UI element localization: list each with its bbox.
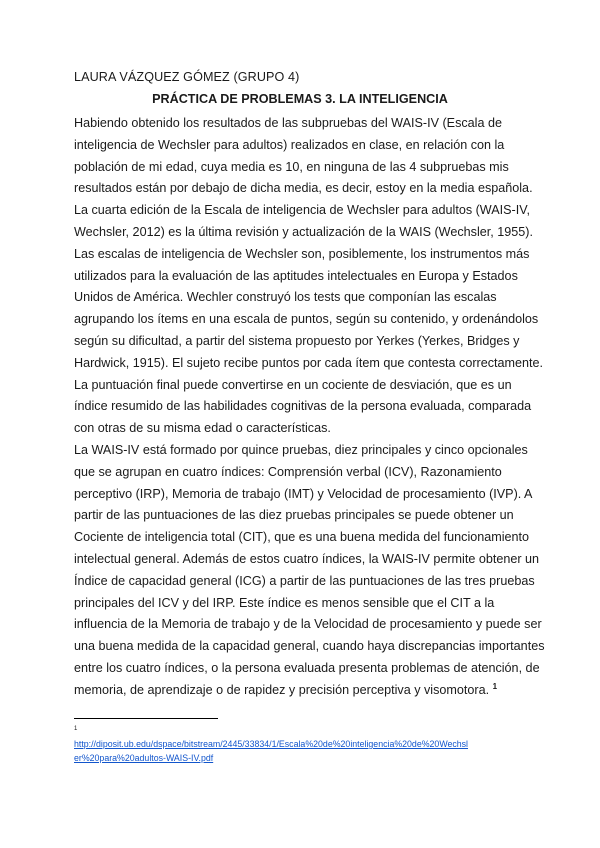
text-line: Habiendo obtenido los resultados de las subpruebas del WAIS-IV (Escala de <box>74 116 502 130</box>
text-line: La WAIS-IV está formado por quince pruebas, diez principales y cinco opcionales <box>74 442 528 457</box>
text-line: Cociente de inteligencia total (CIT), que es una buena medida del funcionamiento <box>74 530 530 545</box>
text-line: partir de las puntuaciones de las diez pruebas principales se puede obtener un <box>74 508 514 523</box>
text-line: Hardwick, 1915). El sujeto recibe puntos por cada ítem que contesta correctamente. <box>74 355 544 370</box>
text-line: perceptivo (IRP), Memoria de trabajo (IMT) y Velocidad de procesamiento (IVP). A <box>74 486 533 501</box>
body-text <box>74 113 545 702</box>
text-line: intelectual general. Además de estos cuatro índices, la WAIS-IV permite obtener un <box>74 551 540 566</box>
text-line: Unidos de América. Wechler construyó los tests que componían las escalas <box>74 290 497 305</box>
text-line: La cuarta edición de la Escala de inteligencia de Wechsler para adultos (WAIS-IV, <box>74 203 530 218</box>
author-line: LAURA VÁZQUEZ GÓMEZ (GRUPO 4) <box>74 70 300 84</box>
text-line: entre los cuatro índices, o la persona evaluada presenta problemas de atención, de <box>74 660 540 675</box>
document-title: PRÁCTICA DE PROBLEMAS 3. LA INTELIGENCIA <box>152 92 448 106</box>
text-line: principales del ICV y del IRP. Este índice es menos sensible que el CIT a la <box>74 595 495 610</box>
text-line: Las escalas de inteligencia de Wechsler son, posiblemente, los instrumentos más <box>74 246 530 261</box>
text-line: Wechsler, 2012) es la última revisión y actualización de la WAIS (Wechsler, 1955). <box>74 224 533 239</box>
text-line: La puntuación final puede convertirse en un cociente de desviación, que es un <box>74 377 512 392</box>
footnote-number: 1 <box>74 726 78 732</box>
footnote-link[interactable] <box>74 738 534 765</box>
footnote-reference[interactable]: 1 <box>492 681 498 691</box>
footnote-link-line-2[interactable]: er%20para%20adultos-WAIS-IV.pdf <box>74 752 214 763</box>
footnote-link-line-1[interactable]: http://diposit.ub.edu/dspace/bitstream/2445/33834/1/Escala%20de%20inteligencia%20de%20Wechsl <box>74 739 469 749</box>
text-line: con otras de su misma edad o características. <box>74 421 331 436</box>
text-line: inteligencia de Wechsler para adultos) realizados en clase, en relación con la <box>74 137 505 152</box>
text-line: Índice de capacidad general (ICG) a partir de las puntuaciones de las tres pruebas <box>74 573 535 588</box>
text-line: agrupando los ítems en una escala de puntos, según su contenido, y ordenándolos <box>74 312 539 327</box>
text-line: según su dificultad, a partir del sistema propuesto por Yerkes (Yerkes, Bridges y <box>74 333 520 348</box>
text-line-last <box>74 680 526 702</box>
text-line: población de mi edad, cuya media es 10, en ninguna de las 4 subpruebas mis <box>74 159 509 174</box>
text-line: índice resumido de las habilidades cognitivas de la persona evaluada, comparada <box>74 399 532 414</box>
text-line-content: memoria, de aprendizaje o de rapidez y precisión perceptiva y visomotora. <box>74 682 490 697</box>
text-line: influencia de la Memoria de trabajo y de la Velocidad de procesamiento y puede ser <box>74 617 542 632</box>
footnote-separator <box>74 718 218 719</box>
text-line: una buena medida de la capacidad general, cuando haya discrepancias importantes <box>74 639 545 654</box>
text-line: utilizados para la evaluación de las aptitudes intelectuales en Europa y Estados <box>74 268 518 283</box>
text-line: resultados están por debajo de dicha media, es decir, estoy en la media española. <box>74 181 533 196</box>
text-line: que se agrupan en cuatro índices: Comprensión verbal (ICV), Razonamiento <box>74 464 502 479</box>
